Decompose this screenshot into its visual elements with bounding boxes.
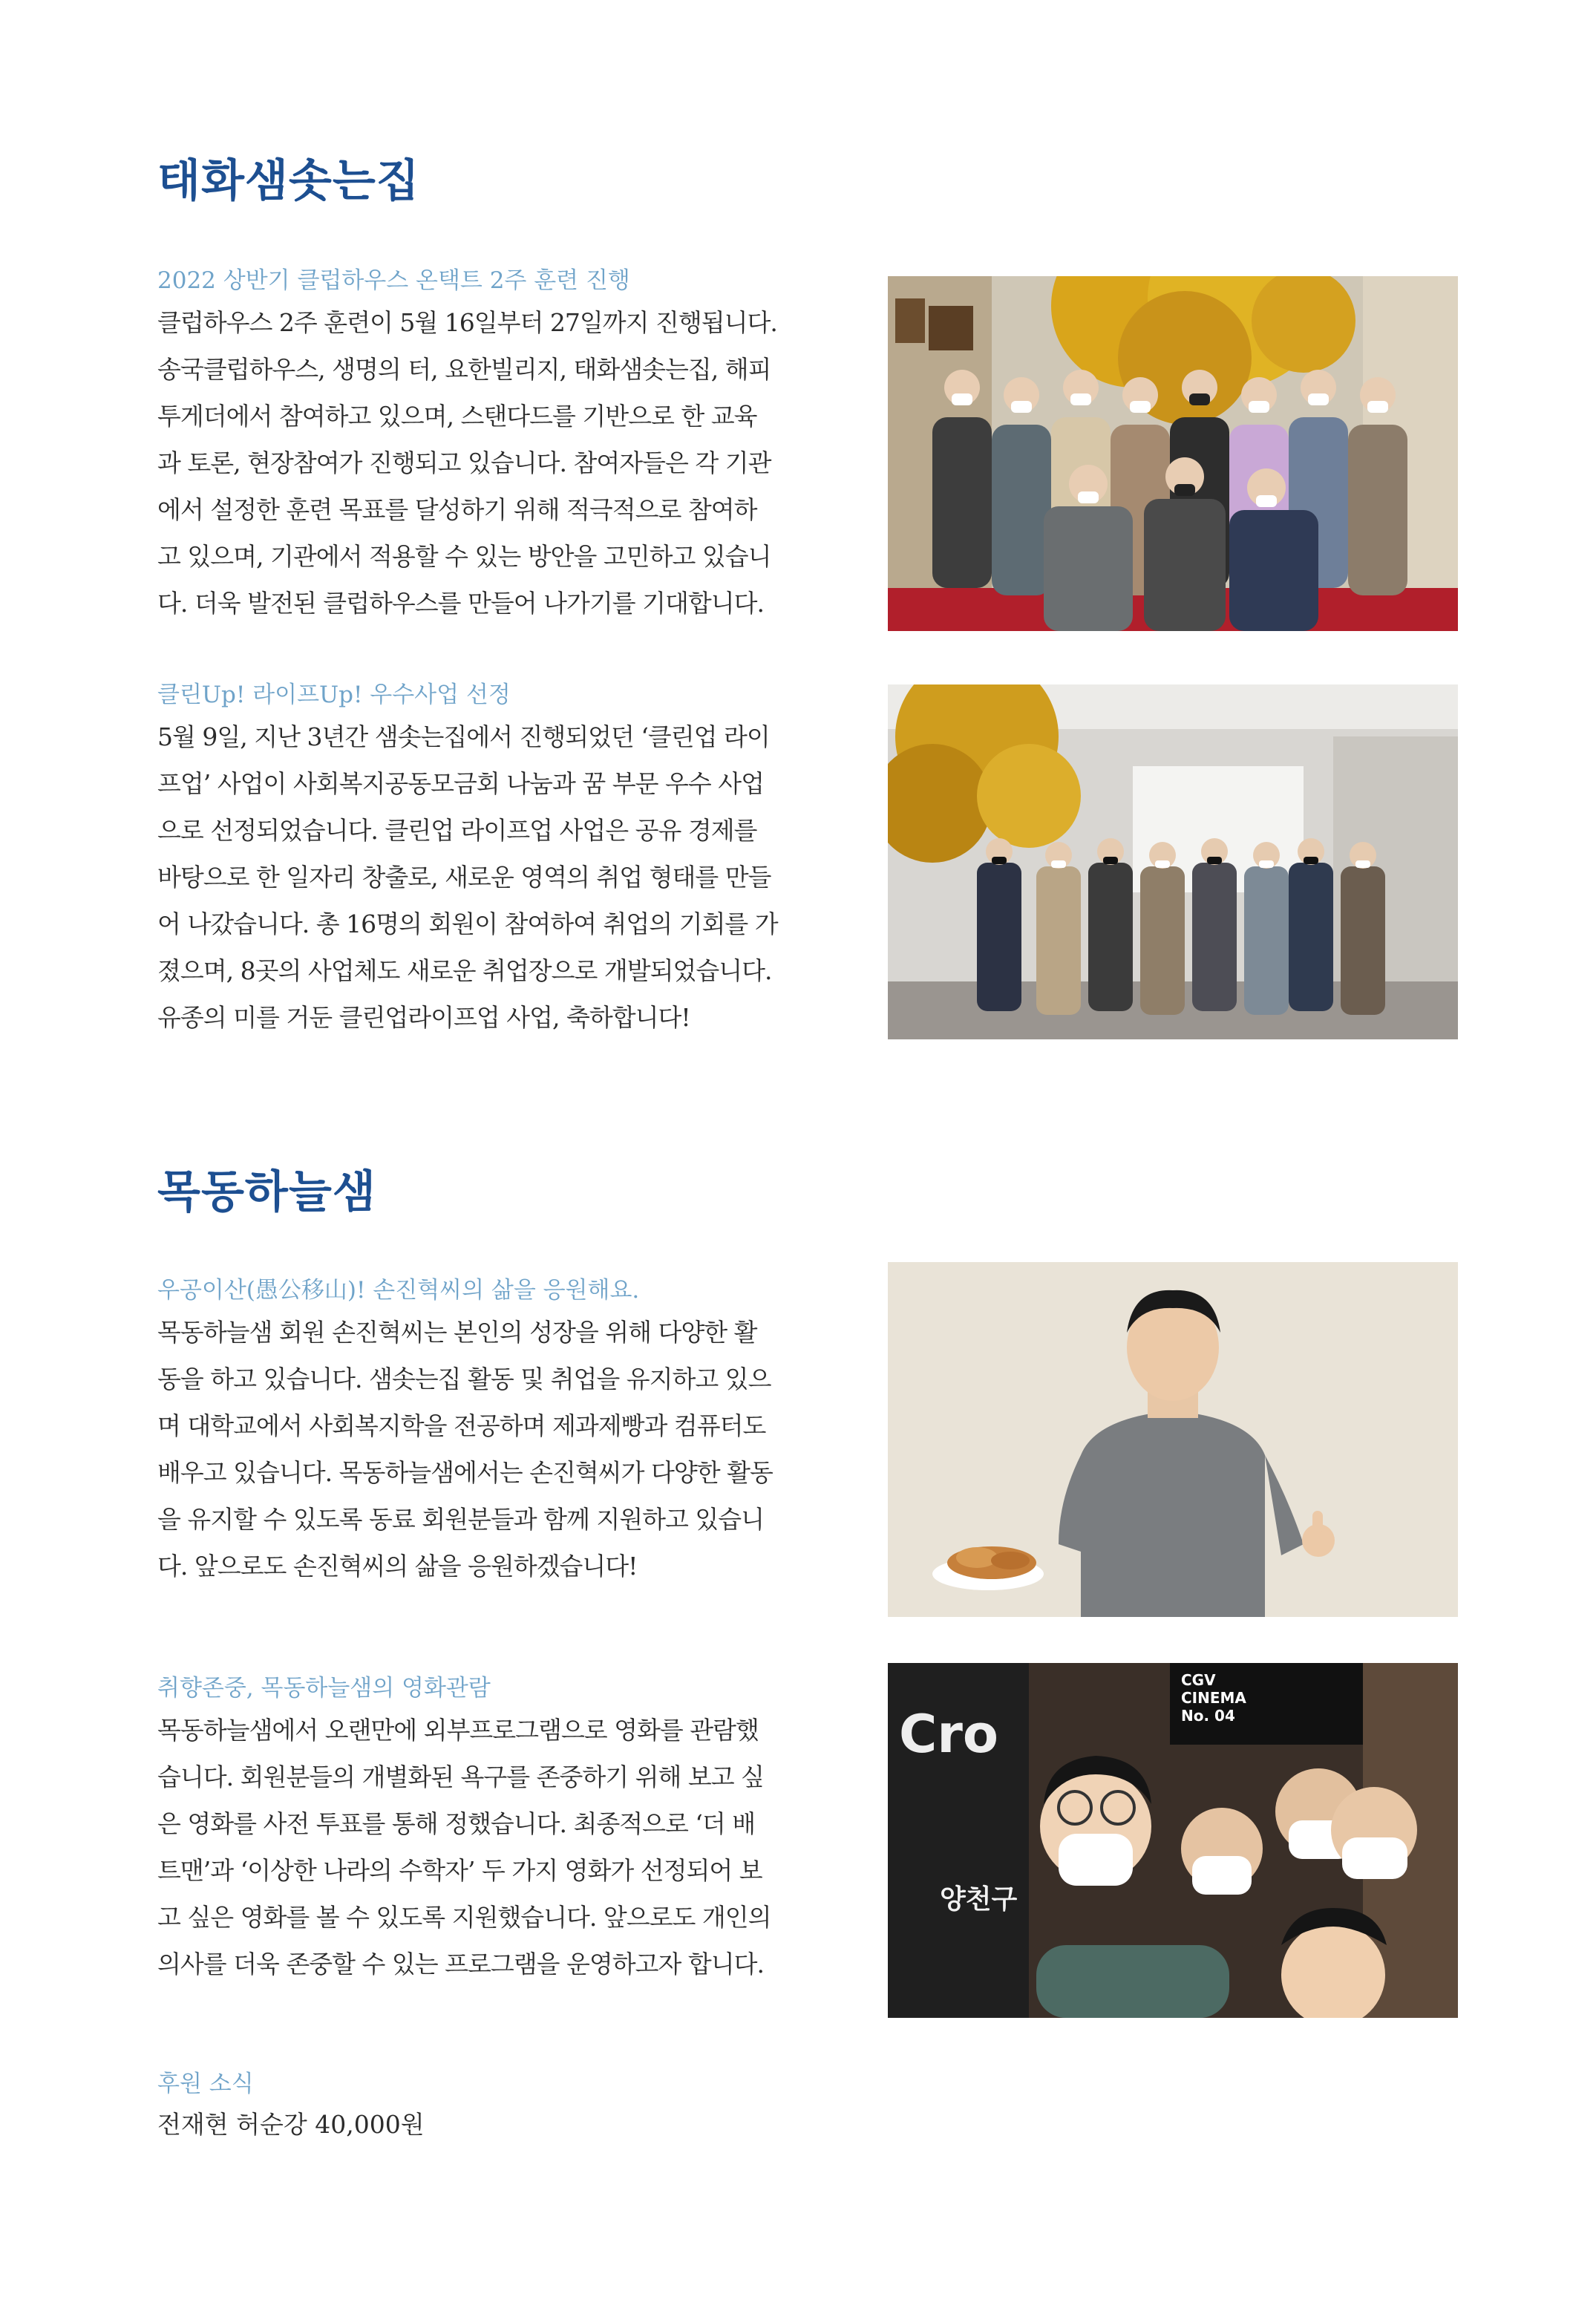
- donation-text: 전재현 허순강 40,000원: [157, 2110, 425, 2139]
- article-line: 프업’ 사업이 사회복지공동모금회 나눔과 꿈 부문 우수 사업: [157, 769, 764, 798]
- poster-korean: 양천구: [940, 1884, 1018, 1915]
- article-line: 을 유지할 수 있도록 동료 회원분들과 함께 지원하고 있습니: [157, 1505, 764, 1534]
- photo-cinema-selfie: [888, 1663, 1458, 2018]
- photo-man-with-bread: [888, 1262, 1458, 1617]
- article-line: 5월 9일, 지난 3년간 샘솟는집에서 진행되었던 ‘클린업 라이: [157, 722, 770, 751]
- article-subtitle: 클린Up! 라이프Up! 우수사업 선정: [157, 682, 511, 708]
- article-line: 은 영화를 사전 투표를 통해 정했습니다. 최종적으로 ‘더 배: [157, 1809, 756, 1838]
- article-movie-outing: [157, 1670, 781, 1987]
- article-line: 바탕으로 한 일자리 창출로, 새로운 영역의 취업 형태를 만들: [157, 863, 771, 892]
- article-subtitle: 취향존중, 목동하늘샘의 영화관람: [157, 1675, 491, 1702]
- article-line: 다. 더욱 발전된 클럽하우스를 만들어 나가기를 기대합니다.: [157, 589, 764, 618]
- photo-clubhouse-group: [888, 276, 1458, 631]
- article-line: 의사를 더욱 존중할 수 있는 프로그램을 운영하고자 합니다.: [157, 1950, 764, 1979]
- article-line: 동을 하고 있습니다. 샘솟는집 활동 및 취업을 유지하고 있으: [157, 1365, 771, 1393]
- article-clubhouse-training: [157, 262, 781, 627]
- article-line: 클럽하우스 2주 훈련이 5월 16일부터 27일까지 진행됩니다.: [157, 308, 777, 337]
- section-title-mokdong: 목동하늘샘: [157, 1166, 376, 1218]
- section-title-taehwa: 태화샘솟는집: [157, 155, 420, 207]
- article-line: 과 토론, 현장참여가 진행되고 있습니다. 참여자들은 각 기관: [157, 448, 771, 477]
- donation-news: [157, 2065, 825, 2147]
- article-subtitle: 2022 상반기 클럽하우스 온택트 2주 훈련 진행: [157, 267, 630, 294]
- article-line: 유종의 미를 거둔 클린업라이프업 사업, 축하합니다!: [157, 1003, 690, 1032]
- article-line: 목동하늘샘에서 오랜만에 외부프로그램으로 영화를 관람했: [157, 1716, 759, 1745]
- article-cleanup-lifeup: [157, 676, 781, 1041]
- article-line: 고 있으며, 기관에서 적용할 수 있는 방안을 고민하고 있습니: [157, 542, 771, 571]
- article-line: 고 싶은 영화를 볼 수 있도록 지원했습니다. 앞으로도 개인의: [157, 1903, 771, 1932]
- article-line: 에서 설정한 훈련 목표를 달성하기 위해 적극적으로 참여하: [157, 495, 757, 524]
- article-line: 배우고 있습니다. 목동하늘샘에서는 손진혁씨가 다양한 활동: [157, 1458, 773, 1487]
- article-line: 다. 앞으로도 손진혁씨의 삶을 응원하겠습니다!: [157, 1552, 638, 1581]
- photo-award-ceremony: [888, 684, 1458, 1039]
- article-line: 어 나갔습니다. 총 16명의 회원이 참여하여 취업의 기회를 가: [157, 909, 778, 938]
- poster-title: Cro: [899, 1704, 998, 1765]
- article-subtitle: 우공이산(愚公移山)! 손진혁씨의 삶을 응원해요.: [157, 1277, 640, 1304]
- article-line: 며 대학교에서 사회복지학을 전공하며 제과제빵과 컴퓨터도: [157, 1411, 766, 1440]
- article-line: 송국클럽하우스, 생명의 터, 요한빌리지, 태화샘솟는집, 해피: [157, 355, 771, 384]
- donation-subtitle: 후원 소식: [157, 2071, 254, 2097]
- article-line: 목동하늘샘 회원 손진혁씨는 본인의 성장을 위해 다양한 활: [157, 1318, 757, 1347]
- article-line: 습니다. 회원분들의 개별화된 욕구를 존중하기 위해 보고 싶: [157, 1762, 764, 1791]
- article-line: 졌으며, 8곳의 사업체도 새로운 취업장으로 개발되었습니다.: [157, 956, 772, 985]
- cinema-sign: CGV CINEMA No. 04: [1181, 1671, 1246, 1725]
- article-line: 으로 선정되었습니다. 클린업 라이프업 사업은 공유 경제를: [157, 816, 757, 845]
- article-son-jinhyuk: [157, 1272, 781, 1589]
- article-line: 투게더에서 참여하고 있으며, 스탠다드를 기반으로 한 교육: [157, 402, 757, 431]
- article-line: 트맨’과 ‘이상한 나라의 수학자’ 두 가지 영화가 선정되어 보: [157, 1856, 762, 1885]
